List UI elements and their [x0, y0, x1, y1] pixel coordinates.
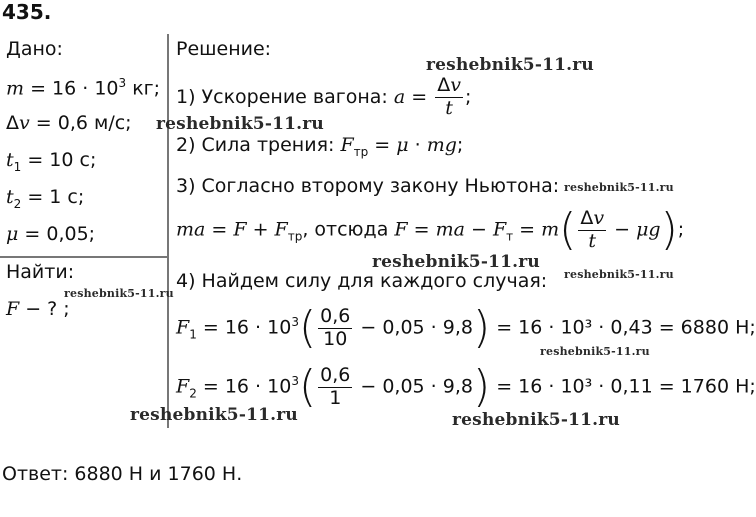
given-t2: $t_2 = 1$ с;: [6, 186, 85, 211]
watermark: reshebnik5-11.ru: [452, 410, 620, 430]
vertical-divider: [167, 34, 169, 428]
step-1: 1) Ускорение вагона: a = $\frac{\Delta v}{t}$ ;: [176, 74, 472, 119]
step-3: 3) Согласно второму закону Ньютона:: [176, 175, 560, 197]
watermark: reshebnik5-11.ru: [564, 268, 674, 281]
given-mu: μ = 0,05;: [6, 223, 96, 245]
watermark: reshebnik5-11.ru: [426, 55, 594, 75]
given-mass: $m = 16 \cdot 10^3$ кг;: [6, 76, 161, 100]
watermark: reshebnik5-11.ru: [564, 181, 674, 194]
watermark: reshebnik5-11.ru: [372, 252, 540, 272]
find-item: F − ? ;: [6, 298, 70, 320]
given-velocity-change: Δv = 0,6 м/с;: [6, 112, 132, 134]
watermark: reshebnik5-11.ru: [156, 114, 324, 134]
step-3-mid: , отсюда: [302, 218, 389, 241]
watermark: reshebnik5-11.ru: [540, 345, 650, 358]
watermark: reshebnik5-11.ru: [130, 405, 298, 425]
answer: Ответ: 6880 Н и 1760 Н.: [2, 463, 243, 485]
step-2-text: 2) Сила трения:: [176, 134, 335, 156]
calc-1: $F_1 = 16 \cdot 10^3$( $\frac{0,6}{10}$ − 0,05 · 9,8) = 16 · 10³ · 0,43 = 6880 Н;: [176, 302, 756, 353]
step-3-formula: ma = $F + F_{тр}$, отсюда F = ma − $F_т = m$( $\frac{\Delta v}{t}$ − μg);: [176, 204, 685, 255]
find-title: Найти:: [6, 261, 75, 283]
calc-1-result: = 16 · 10³ · 0,43 = 6880 Н;: [496, 316, 756, 339]
watermark: reshebnik5-11.ru: [64, 287, 174, 300]
step-1-text: 1) Ускорение вагона:: [176, 85, 388, 108]
horizontal-divider: [0, 256, 168, 258]
solution-title: Решение:: [176, 38, 272, 60]
given-t1: $t_1 = 10$ с;: [6, 149, 97, 174]
step-2: 2) Сила трения: $F_{тр} = \mu$ · mg;: [176, 134, 464, 159]
step-4: 4) Найдем силу для каждого случая:: [176, 270, 548, 292]
calc-2-result: = 16 · 10³ · 0,11 = 1760 Н;: [496, 375, 756, 398]
problem-number: 435.: [2, 0, 52, 24]
calc-2: $F_2 = 16 \cdot 10^3$( $\frac{0,6}{1}$ − 0,05 · 9,8) = 16 · 10³ · 0,11 = 1760 Н;: [176, 361, 756, 412]
given-title: Дано:: [6, 38, 63, 60]
